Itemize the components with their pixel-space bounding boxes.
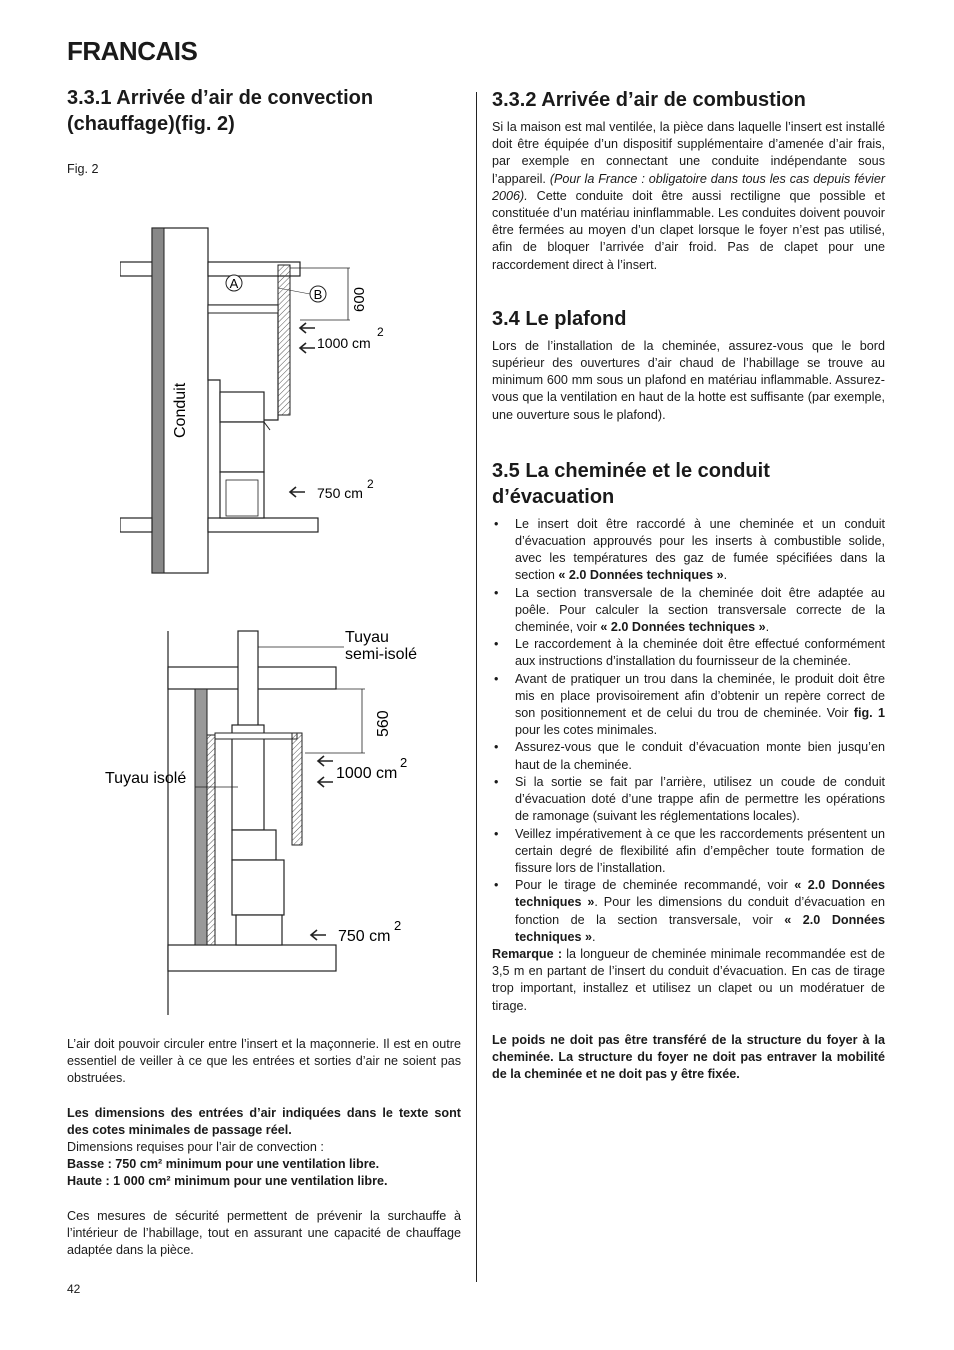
dim-560: 560: [375, 710, 392, 737]
section-3-5-heading: 3.5 La cheminée et le conduit d’évacuation: [492, 459, 770, 508]
area-1000-bottom: 1000 cm: [336, 765, 398, 782]
section-3-3-2-heading: 3.3.2 Arrivée d’air de combustion: [492, 89, 806, 111]
paragraph-weight-warning: Le poids ne doit pas être transféré de la structure du foyer à la cheminée. La structure du foyer ne doit pas entraver la mobilité de la cheminée et ne doit pas y être fixée.: [492, 1032, 885, 1082]
area-750-top: 750 cm: [317, 485, 363, 501]
area-750-bottom-sup: 2: [394, 918, 402, 933]
paragraph-ceiling: Lors de l’installation de la cheminée, assurez-vous que le bord supérieur des ouvertures d’air chaud de l’habillage se trouve au minimum 600 mm sous un plafond en matériau inflammable. Assurez-vous que la ventilation en haut de la hotte est suffisante (par exemple, une ouverture sous le plafond).: [492, 338, 885, 422]
list-item: • Pour le tirage de cheminée recommandé, voir « 2.0 Données techniques ». Pour les dimensions du conduit d’évacuation en fonction de la section transversale, voir « 2.0 Données techniques ».: [492, 877, 885, 946]
column-divider: [476, 92, 477, 1282]
remarque-text: la longueur de cheminée minimale recommandée est de 3,5 m en partant de l’insert du conduit d’évacuation. En cas de tirage trop important, installez et utilisez un clapet ou un modératuer de tirage.: [492, 946, 885, 1013]
list-item: • Veillez impérativement à ce que les raccordements présentent un certain degré de flexibilité afin d’empêcher toute formation de fissure lors de l’installation.: [492, 826, 885, 878]
area-750-bottom: 750 cm: [338, 928, 391, 945]
left-column: [67, 85, 461, 137]
page-number: 42: [67, 1282, 81, 1296]
label-b: B: [313, 287, 323, 302]
paragraph-required-dimensions: Dimensions requises pour l’air de convection :: [67, 1140, 324, 1155]
area-750-sup: 2: [367, 477, 374, 491]
figure-label: Fig. 2: [67, 162, 99, 176]
section-3-4-heading: 3.4 Le plafond: [492, 307, 627, 330]
list-item: • Le raccordement à la cheminée doit être effectué conformément aux instructions d’installation du fournisseur de la cheminée.: [492, 636, 885, 670]
label-tuyau-semi-2: semi-isolé: [345, 646, 418, 663]
list-item: • Le insert doit être raccordé à une cheminée et un conduit d’évacuation approuvés pour les inserts à combustible solide, avec les températures des gaz de fumée spécifiées dans la section « 2.0 Données techniques ».: [492, 516, 885, 585]
left-column-text: [67, 1036, 461, 1259]
paragraph-air-circulation: L’air doit pouvoir circuler entre l’insert et la maçonnerie. Il est en outre essentiel de veiller à ce que les entrées et sorties d’air ne soient pas obstruées.: [67, 1037, 461, 1086]
list-item: • Assurez-vous que le conduit d’évacuation monte bien jusqu’en haut de la cheminée.: [492, 739, 885, 773]
section-3-3-1-heading: 3.3.1 Arrivée d’air de convection (chauffage)(fig. 2): [67, 87, 374, 135]
page-title: FRANCAIS: [67, 36, 198, 66]
paragraph-combustion-air: [492, 119, 885, 274]
paragraph-safety: Ces mesures de sécurité permettent de prévenir la surchauffe à l’intérieur de l’habillage, tout en assurant une capacité de chauffage adaptée dans la pièce.: [67, 1208, 461, 1258]
line-haute: Haute : 1 000 cm² minimum pour une ventilation libre.: [67, 1174, 388, 1189]
chimney-bullet-list: [492, 516, 885, 946]
figure-insulated-pipe-diagram: [100, 625, 430, 1020]
label-tuyau-semi-1: Tuyau: [345, 629, 389, 646]
list-item: • Avant de pratiquer un trou dans la cheminée, le produit doit être mis en place provisoirement afin d’obtenir un repère correct de son positionnement et de celui du trou de cheminée. Voir fig. 1 pour les cotes minimales.: [492, 671, 885, 740]
combustion-text-italic: (Pour la France : obligatoire dans tous les cas depuis févier 2006).: [492, 171, 886, 203]
area-1000-top: 1000 cm: [317, 335, 371, 351]
area-1000-bottom-sup: 2: [400, 755, 408, 770]
combustion-text-a: Si la maison est mal ventilée, la pièce dans laquelle l’insert est installé doit être équipée d’un dispositif supplémentaire d’amenée d’air frais, par exemple en connectant une conduite indépendante sous l’appareil.: [492, 120, 885, 186]
label-a: A: [229, 276, 239, 291]
dim-600: 600: [351, 286, 368, 312]
figure-convection-diagram: [120, 220, 400, 580]
remarque-label: Remarque :: [492, 946, 563, 961]
paragraph-air-dimensions: Les dimensions des entrées d’air indiquées dans le texte sont des cotes minimales de passage réel.: [67, 1105, 461, 1137]
right-column: [492, 85, 885, 1083]
list-item: • Si la sortie se fait par l’arrière, utilisez un coude de conduit d’évacuation doté d’une trappe afin de permettre les opérations de ramonage (suivant les réglementations locales).: [492, 774, 885, 826]
list-item: • La section transversale de la cheminée doit être adaptée au poêle. Pour calculer la section transversale correcte de la cheminée, voir « 2.0 Données techniques ».: [492, 585, 885, 637]
paragraph-remarque: [492, 946, 885, 1015]
label-tuyau-isole: Tuyau isolé: [105, 770, 187, 787]
area-1000-sup: 2: [377, 325, 384, 339]
line-basse: Basse : 750 cm² minimum pour une ventilation libre.: [67, 1157, 380, 1172]
combustion-text-b: Cette conduite doit être aussi rectiligne que possible et constituée d’un matériau ininflammable. Les conduites doivent pouvoir être fermées au moyen d’un clapet lorsque le foyer n’est pas utilisé, afin de bloquer l’arrivée d’air froid. Pas de clapet pour une raccordement direct à l’insert.: [492, 188, 886, 272]
label-conduit: Conduit: [172, 382, 189, 438]
